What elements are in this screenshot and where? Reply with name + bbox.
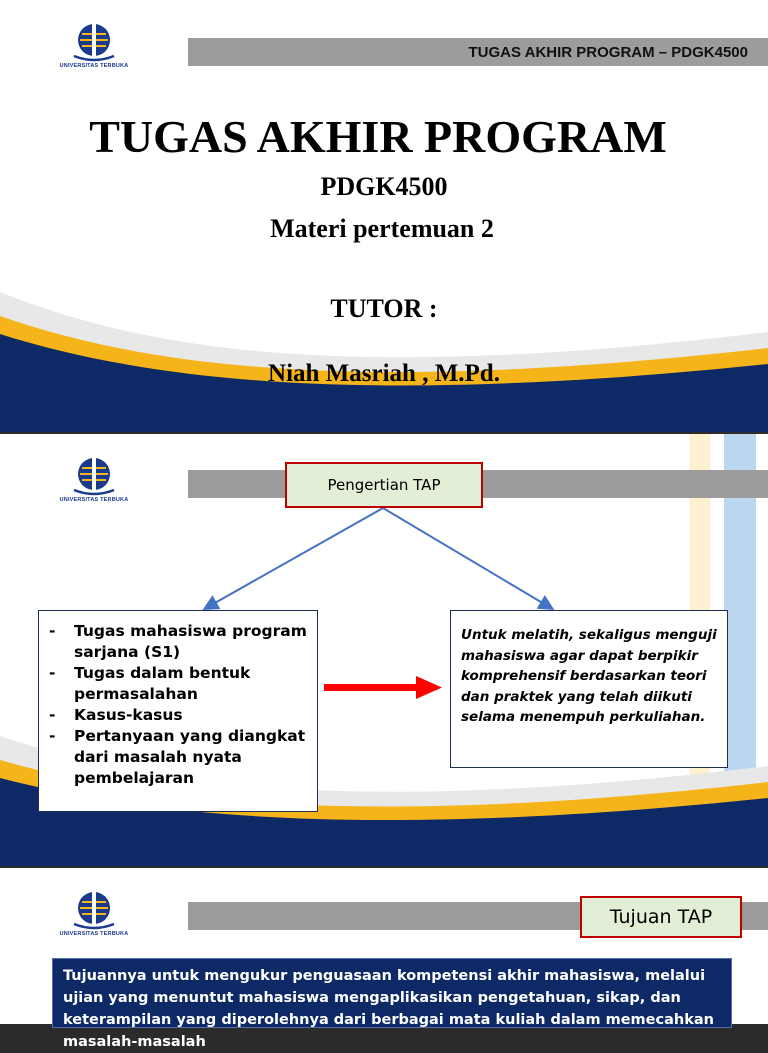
logo-text: UNIVERSITAS TERBUKA (59, 497, 129, 503)
definition-list-box (38, 610, 318, 812)
pengertian-heading: Pengertian TAP (285, 462, 483, 508)
tutor-name: Niah Masriah , M.Pd. (268, 360, 500, 387)
tujuan-heading: Tujuan TAP (580, 896, 742, 938)
list-item: - Tugas mahasiswa program sarjana (S1) (47, 621, 309, 663)
list-item: - Tugas dalam bentuk permasalahan (47, 663, 309, 705)
slide-pengertian (0, 434, 768, 866)
globe-icon (52, 20, 136, 64)
globe-icon (52, 888, 136, 932)
header-bar (188, 38, 768, 66)
list-item: - Kasus-kasus (47, 705, 309, 726)
arrow-right-line (383, 508, 551, 608)
red-arrow-head (416, 676, 442, 699)
tutor-label: TUTOR : (330, 294, 438, 323)
tujuan-body-box (52, 958, 732, 1050)
logo-text: UNIVERSITAS TERBUKA (59, 63, 129, 69)
session-label: Materi pertemuan 2 (270, 214, 494, 243)
course-code: PDGK4500 (320, 172, 448, 201)
logo-text: UNIVERSITAS TERBUKA (59, 931, 129, 937)
slide-title (0, 0, 768, 432)
red-arrow-shaft (324, 684, 420, 691)
definition-list (47, 621, 309, 789)
list-item: - Pertanyaan yang diangkat dari masalah nyata pembelajaran (47, 726, 309, 789)
purpose-box (450, 610, 728, 768)
header-title: TUGAS AKHIR PROGRAM – PDGK4500 (468, 44, 748, 61)
main-title: TUGAS AKHIR PROGRAM (89, 111, 667, 162)
tujuan-body-text: Tujuannya untuk mengukur penguasaan kompetensi akhir mahasiswa, melalui ujian yang menuntut mahasiswa mengaplikasikan pengetahuan, sikap, dan keterampilan yang diperolehnya dari berbagai mata kuliah dalam memecahkan masalah-masalah (63, 968, 714, 1050)
university-logo (52, 20, 136, 76)
purpose-text: Untuk melatih, sekaligus menguji mahasiswa agar dapat berpikir komprehensif berdasarkan teori dan praktek yang telah diikuti selama menempuh perkuliahan. (461, 627, 717, 725)
slide-tujuan (0, 868, 768, 1050)
arrow-left-line (206, 508, 383, 608)
university-logo (52, 888, 136, 944)
